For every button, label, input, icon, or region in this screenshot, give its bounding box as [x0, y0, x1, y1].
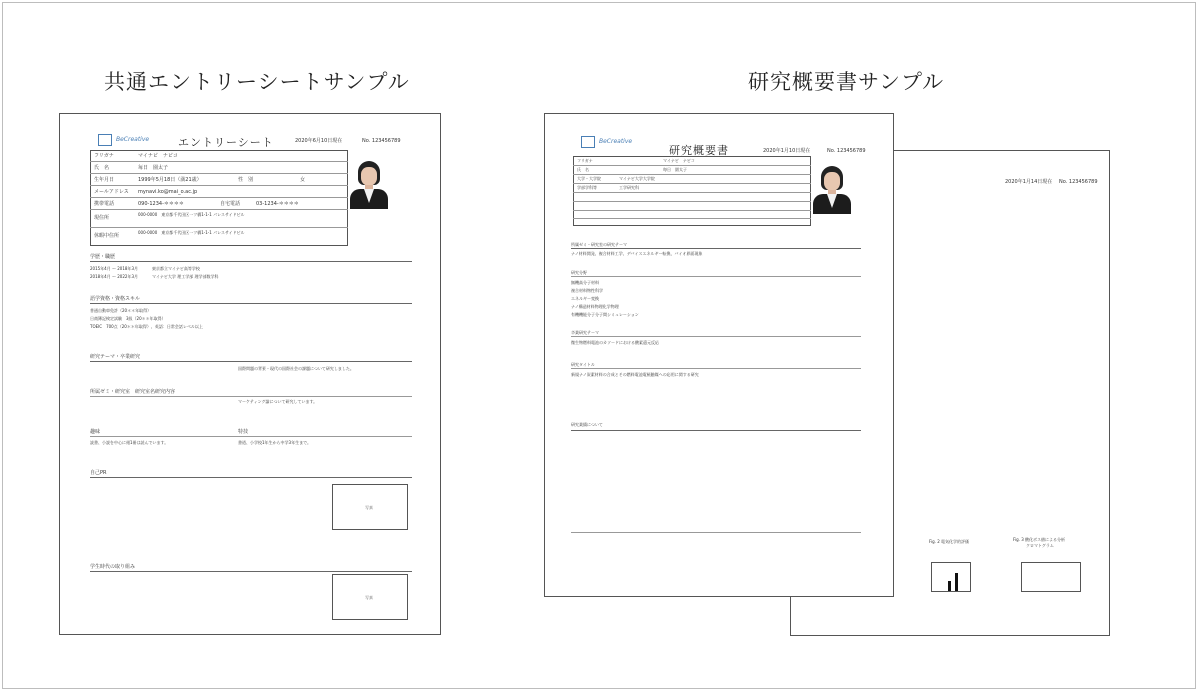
figure-thumbnail	[931, 562, 971, 592]
edu-date: 2015年4月 ～ 2018年3月	[90, 266, 138, 271]
row-label: 氏 名	[577, 167, 589, 172]
row-value: 090-1234-＊＊＊＊	[138, 201, 184, 207]
row-value: mynavi.ko@mai_o.ac.jp	[138, 189, 198, 195]
research-summary-caption: 研究概要書サンプル	[748, 70, 945, 94]
research-summary-number: No. 123456789	[827, 148, 866, 154]
section-header: 研究タイトル	[571, 362, 595, 367]
section-line: エネルギー変換	[571, 296, 599, 301]
back-page-number: No. 123456789	[1059, 179, 1098, 185]
row-label: 学部学科等	[577, 185, 597, 190]
logo-text: BeCreative	[116, 136, 150, 143]
section-line: 複合材料物性科学	[571, 288, 603, 293]
row-value: 毎日 園太子	[138, 165, 169, 171]
motive-header: 学生時代の取り組み	[90, 564, 136, 570]
row-value: 000-0000 東京都千代田区一ツ橋1-1-1 パレスサイドビル	[138, 212, 245, 217]
row-label: 携帯電話	[94, 201, 115, 207]
entry-sheet-date: 2020年6月10日現在	[295, 138, 343, 144]
edu-date: 2018年4月 ～ 2022年3月	[90, 274, 138, 279]
club-header: 所属ゼミ・研究室 研究室名研究内容	[90, 389, 176, 395]
row-value: 1999年5月18日（満21歳）	[138, 177, 202, 183]
logo-icon	[98, 134, 112, 146]
edu-text: 東京都立マイナビ高等学校	[152, 266, 200, 271]
entry-sheet-page	[59, 113, 441, 635]
pr-photo-box	[332, 484, 408, 530]
back-page-date: 2020年1月14日現在	[1005, 179, 1053, 185]
section-line: ナノ構造材料物理化学物理	[571, 304, 619, 309]
row-value: マイナビ ナビコ	[138, 153, 178, 159]
entry-sheet-title: エントリーシート	[178, 136, 274, 149]
applicant-photo	[813, 164, 853, 228]
row-label: 生年月日	[94, 177, 115, 183]
hobby-text: 読書、小説を中心に週1冊は読んでいます。	[90, 440, 169, 445]
row-label: 氏 名	[94, 165, 110, 171]
section-line: 無機高分子材料	[571, 280, 599, 285]
home-phone-value: 03-1234-＊＊＊＊	[256, 201, 299, 207]
research-text: 国際問題の背景・現代の国際社会の課題について研究しました。	[238, 366, 354, 371]
research-summary-date: 2020年1月10日現在	[763, 148, 811, 154]
row-label: フリガナ	[577, 158, 593, 163]
pr-header: 自己PR	[90, 470, 107, 476]
figure-thumbnail	[1021, 562, 1081, 592]
gender-value: 女	[300, 177, 306, 183]
section-text: ナノ材料開発、複合材料工学、デバイスエネルギー転換、バイオ界面現象	[571, 251, 703, 256]
row-value: マイナビ ナビコ	[663, 158, 695, 163]
entry-sheet-number: No. 123456789	[362, 138, 401, 144]
qualification-header: 語学資格・資格スキル	[90, 296, 140, 302]
motive-photo-box	[332, 574, 408, 620]
research-header: 研究テーマ・卒業研究	[90, 354, 141, 360]
section-header: 研究分野	[571, 270, 587, 275]
gender-label: 性 別	[238, 177, 254, 183]
special-label: 特技	[238, 429, 249, 435]
section-header: 卒業研究テーマ	[571, 330, 599, 335]
figure-caption: Fig. 2 電気化学的評価	[929, 539, 970, 544]
row-value: 工学研究科	[619, 185, 639, 190]
row-label: 現住所	[94, 215, 110, 221]
figure-caption: Fig. 3 酸化ボス値による分析	[1013, 537, 1066, 542]
pr-photo-label: 写真	[365, 505, 373, 510]
row-label: 大学・大学院	[577, 176, 601, 181]
section-line: 有機機能分子分子間シミュレーション	[571, 312, 639, 317]
section-header: 研究業績について	[571, 422, 603, 427]
row-label: メールアドレス	[94, 189, 129, 195]
section-text: 新規ナノ炭素材料の合成とその燃料電池電極触媒への応用に関する研究	[571, 372, 699, 377]
qualification-line: TOEIC 700点（20＊＊年取得）、英語：日常会話レベル以上	[90, 324, 203, 329]
research-summary-page	[544, 113, 894, 597]
home-phone-label: 自宅電話	[220, 201, 241, 207]
special-text: 書道、小学校1年生から中学3年生まで。	[238, 440, 312, 445]
entry-sheet-caption: 共通エントリーシートサンプル	[104, 70, 410, 94]
figure-caption: クロマトグラム	[1026, 543, 1054, 548]
research-summary-title: 研究概要書	[669, 144, 729, 157]
qualification-line: 普通自動車免許（20＊＊年取得）	[90, 308, 152, 313]
section-text: 微生物燃料電池のカソードにおける酸素還元反応	[571, 340, 659, 345]
logo-icon	[581, 136, 595, 148]
motive-photo-label: 写真	[365, 595, 373, 600]
row-label: フリガナ	[94, 153, 114, 159]
edu-text: マイナビ大学 理工学部 理学部数学科	[152, 274, 219, 279]
section-header: 所属ゼミ・研究室の研究テーマ	[571, 242, 627, 247]
applicant-photo	[350, 159, 388, 223]
education-header: 学歴・職歴	[90, 254, 116, 260]
profile-table	[573, 156, 811, 226]
qualification-line: 日商簿記検定試験 3級（20＊＊年取得）	[90, 316, 166, 321]
hobby-label: 趣味	[90, 429, 101, 435]
logo-text: BeCreative	[599, 138, 633, 145]
row-label: 休暇中住所	[94, 233, 120, 239]
club-text: マーケティング論について研究しています。	[238, 399, 318, 404]
row-value: 000-0000 東京都千代田区一ツ橋1-1-1 パレスサイドビル	[138, 230, 245, 235]
row-value: マイナビ大学大学院	[619, 176, 655, 181]
row-value: 毎日 園太子	[663, 167, 687, 172]
